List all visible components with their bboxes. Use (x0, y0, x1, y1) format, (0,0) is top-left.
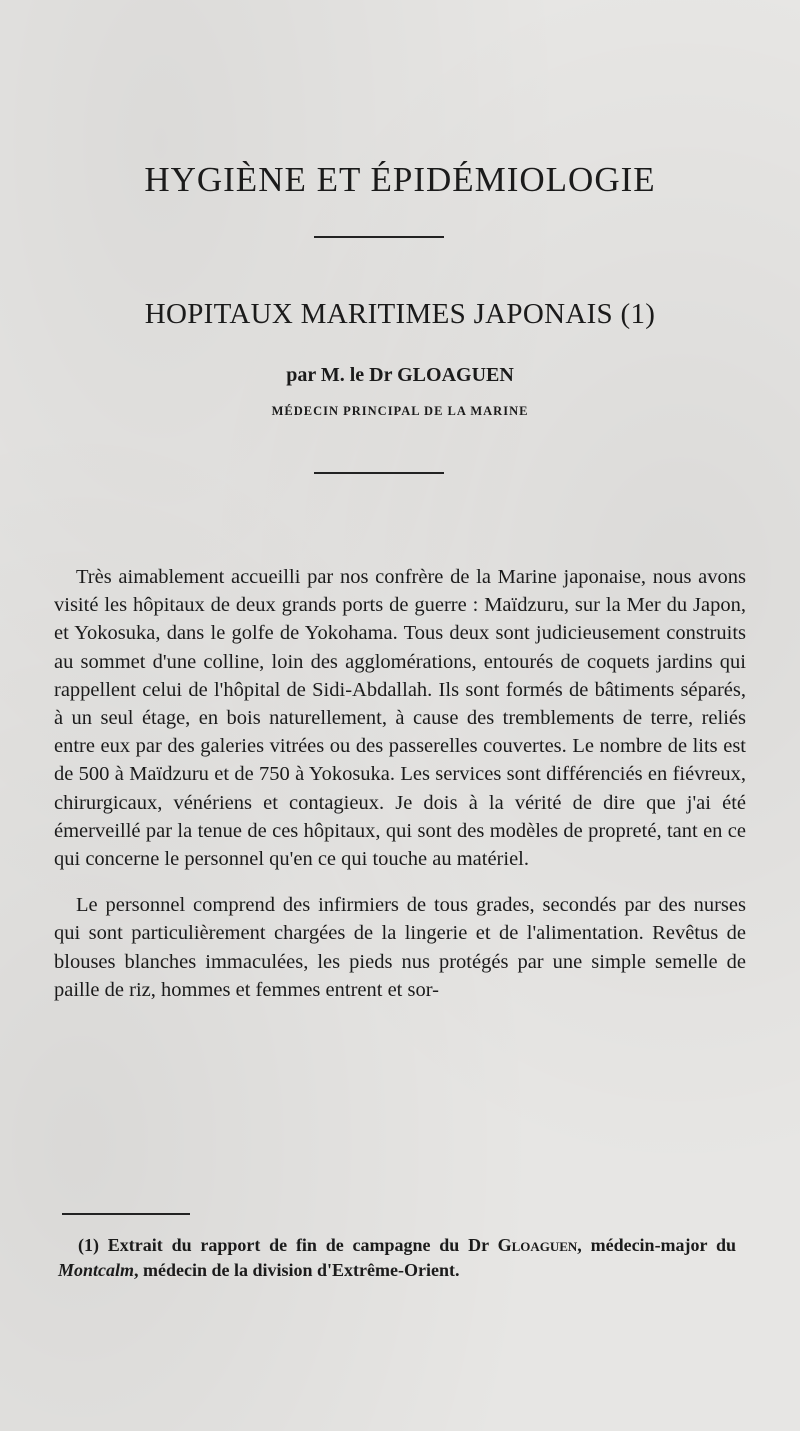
divider-rule (314, 236, 444, 238)
author-byline: par M. le Dr GLOAGUEN (286, 364, 514, 386)
footnote-separator (62, 1213, 190, 1215)
footnote-ship-name: Montcalm (58, 1260, 135, 1280)
article-body (54, 563, 746, 1004)
footnote-marker: (1) (78, 1235, 99, 1255)
footnote (58, 1233, 736, 1283)
author-affiliation: MÉDECIN PRINCIPAL DE LA MARINE (271, 404, 529, 418)
article-title: HOPITAUX MARITIMES JAPONAIS (1) (144, 298, 656, 330)
paragraph: Le personnel comprend des infirmiers de tous grades, secondés par des nurses qui sont particulièrement chargées de la lingerie et de l'alimentation. Revêtus de blouses blanches immaculées, les pieds nus protégés par une simple semelle de paille de riz, hommes et femmes entrent et sor- (54, 894, 746, 1001)
footnote-text: Extrait du rapport de fin de campagne du Dr (107, 1235, 489, 1255)
divider-rule (314, 472, 444, 474)
footnote-author-name: Gloaguen (497, 1235, 578, 1255)
section-title: HYGIÈNE ET ÉPIDÉMIOLOGIE (144, 160, 656, 199)
footnote-text: , médecin-major du (577, 1235, 737, 1255)
paragraph: Très aimablement accueilli par nos confrère de la Marine japonaise, nous avons visité les hôpitaux de deux grands ports de guerre : Maïdzuru, sur la Mer du Japon, et Yokosuka, dans le golfe de Yokohama. Tous deux sont judicieusement construits au sommet d'une colline, loin des agglomérations, entourés de coquets jardins qui rappellent celui de l'hôpital de Sidi-Abdallah. Ils sont formés de bâtiments séparés, à un seul étage, en bois naturellement, à cause des tremblements de terre, reliés entre eux par des galeries vitrées ou des passerelles couvertes. Le nombre de lits est de 500 à Maïdzuru et de 750 à Yokosuka. Les services sont différenciés en fiévreux, chirurgicaux, vénériens et contagieux. Je dois à la vérité de dire que j'ai été émerveillé par la tenue de ces hôpitaux, qui sont des modèles de propreté, tant en ce qui concerne le personnel qu'en ce qui touche au matériel. (54, 566, 746, 871)
footnote-text: , médecin de la division d'Extrême-Orient. (134, 1260, 460, 1280)
